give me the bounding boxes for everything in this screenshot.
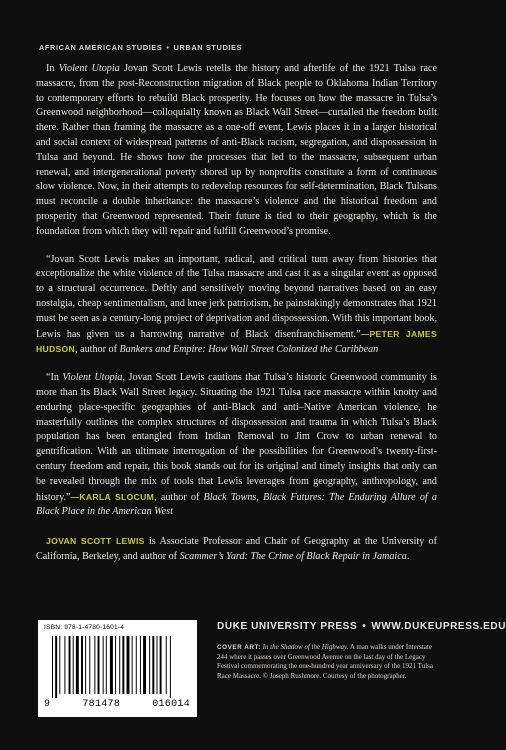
barcode-bar	[55, 636, 57, 698]
barcode-bar	[73, 636, 74, 694]
barcode-bar	[136, 636, 137, 694]
publisher-name: DUKE UNIVERSITY PRESS	[217, 621, 358, 632]
book-description	[36, 62, 437, 240]
endorser-name: PETER JAMES HUDSON	[36, 328, 437, 355]
author-name: JOVAN SCOTT LEWIS	[46, 536, 145, 547]
barcode-bar	[149, 636, 150, 694]
cover-art-credit	[217, 643, 437, 681]
category-african-american-studies: AFRICAN AMERICAN STUDIES	[39, 43, 163, 52]
description-body: Jovan Scott Lewis retells the history and afterlife of the 1921 Tulsa race massacre, from the post-Reconstruction migration of Black people to Oklahoma Indian Territory to contemporary efforts to rebuild Black prosperity. He focuses on how the massacre in Tulsa’s Greenwood neighborhood—colloquially known as Black Wall Street—curtailed the freedom built there. Rather than framing the massacre as a one-off event, Lewis places it in a larger historical and social context of widespread patterns of anti-Black racism, segregation, and dispossession in Tulsa and beyond. He shows how the processes that led to the massacre, subsequent urban renewal, and intergenerational poverty shored up by nonprofits constitute a form of continuous slow violence. Now, in their attempts to redevelop resources for self-determination, Black Tulsans must reconcile a double inheritance: the massacre’s violence and the historical freedom and prosperity that Greenwood represented. Their future is tied to their geography, which is the foundation from which they will repair and fulfill Greenwood’s promise.	[36, 63, 437, 237]
quote-open: “In	[46, 372, 63, 384]
barcode-digit-lead: 9	[44, 699, 51, 710]
barcode-bar	[140, 636, 141, 694]
barcode-bar	[76, 636, 79, 694]
barcode-digit-group-1: 781478	[82, 699, 121, 710]
author-bio-text: is Associate Professor and Chair of Geography at the University of California, Berkeley, and author of	[36, 536, 437, 562]
quote-title: Violent Utopia	[62, 372, 123, 384]
endorser-name: KARLA SLOCUM	[79, 491, 155, 502]
barcode-bar	[143, 636, 146, 694]
barcode-bar	[119, 636, 120, 694]
author-bio-end: .	[406, 550, 410, 562]
barcode-bar	[69, 636, 71, 694]
barcode-icon	[52, 636, 180, 698]
barcode-digits	[44, 699, 190, 710]
subject-categories	[39, 43, 242, 52]
barcode-bar	[122, 636, 124, 694]
description-lead: In	[46, 63, 59, 74]
barcode-bar	[170, 636, 171, 698]
barcode-bar	[160, 636, 162, 694]
category-separator: •	[166, 43, 170, 52]
back-cover-text	[36, 62, 437, 565]
endorser-book: Black Towns, Black Futures: The Enduring Allure of a Black Place in the American West	[36, 491, 437, 518]
cover-art-text: A man walks under Interstate 244 where it passes over Greenwood Avenue on the last day of the Legacy Festival commemorating the one-hundred year anniversary of the 1921 Tulsa Race Massacre. © Joseph Rushmore. Courtesy of the photographer.	[217, 643, 433, 680]
publisher-line	[217, 621, 506, 632]
quote-text: , Jovan Scott Lewis cautions that Tulsa’s historic Greenwood community is more than its Black Wall Street legacy. Situating the 1921 Tulsa race massacre within knotty and enduring place-specific geographies of anti-Black and anti–Native American violence, he masterfully outlines the complex structures of dispossession and trauma in which Tulsa’s Black population has been entangled from Indian Removal to Jim Crow to urban renewal to gentrification. With an ultimate interrogation of the possibilities for Greenwood’s twenty-first-century freedom and repair, this book stands out for its original and timely insights that only can be revealed through the mix of tools that Lewis leverages from geography, anthropology, and history.”	[36, 372, 437, 503]
endorsement-slocum	[36, 371, 437, 520]
endorsement-hudson	[36, 253, 437, 359]
author-bio	[36, 534, 437, 565]
endorser-dash: —	[360, 328, 370, 339]
barcode-bar	[106, 636, 107, 694]
barcode-bar	[110, 636, 113, 694]
barcode-bar	[115, 636, 116, 694]
publisher-separator: •	[362, 621, 367, 632]
quote-text: “Jovan Scott Lewis makes an important, radical, and critical turn away from histories that exceptionalize the white violence of the Tulsa massacre and cast it as a singular event as opposed to a structural occurrence. Deftly and sensitively moving beyond narratives based on an easy nostalgia, cheap sentimentalism, and knee jerk patriotism, he painstakingly demonstrates that 1921 must be seen as a century-long project of deprivation and dispossession. With this important book, Lewis has given us a harrowing narrative of Black disenfranchisement.”	[36, 253, 437, 340]
author-other-book: Scammer’s Yard: The Crime of Black Repair in Jamaica	[179, 550, 407, 562]
isbn-label: ISBN: 978-1-4780-1601-4	[44, 624, 125, 631]
barcode-bar	[52, 636, 53, 698]
endorser-author-of: , author of	[154, 491, 204, 503]
barcode-bar	[94, 636, 95, 694]
barcode-bar	[59, 636, 60, 694]
description-title: Violent Utopia	[58, 63, 120, 74]
barcode-bar	[64, 636, 65, 694]
barcode-bar	[127, 636, 130, 694]
endorser-author-of: , author of	[75, 344, 120, 356]
category-urban-studies: URBAN STUDIES	[173, 43, 243, 52]
barcode-bar	[152, 636, 154, 694]
endorser-book: Bankers and Empire: How Wall Street Colonized the Caribbean	[119, 344, 379, 356]
barcode-bar	[98, 636, 100, 694]
barcode-bar	[103, 636, 104, 694]
cover-art-title: In the Shadow of the Highway.	[262, 643, 349, 651]
barcode-bar	[132, 636, 133, 694]
barcode-bar	[81, 636, 83, 694]
publisher-url: WWW.DUKEUPRESS.EDU	[371, 621, 506, 632]
barcode-digit-group-2: 016014	[152, 699, 190, 710]
cover-art-label: COVER ART:	[217, 644, 261, 651]
barcode-bar	[166, 636, 167, 694]
endorser-dash: —	[70, 491, 80, 502]
barcode-bar	[156, 636, 157, 694]
barcode-bar	[89, 636, 90, 694]
barcode-bar	[85, 636, 86, 694]
